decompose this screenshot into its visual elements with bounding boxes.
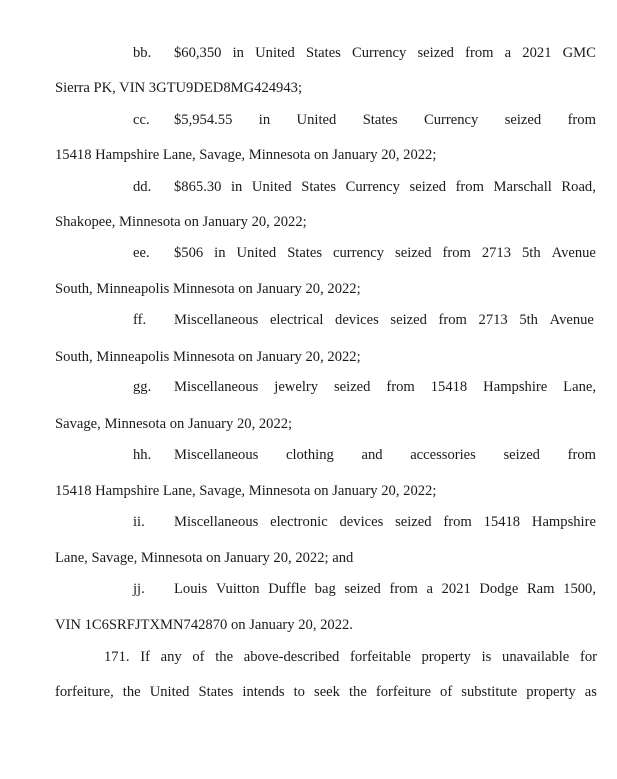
- item-text: [174, 242, 596, 264]
- item-word: seized: [409, 179, 446, 195]
- item-marker: dd.: [133, 179, 152, 195]
- item-word: seized: [417, 45, 454, 61]
- item-word: Miscellaneous: [174, 379, 259, 395]
- item-word: seized: [395, 514, 432, 530]
- paragraph-word: any: [160, 649, 182, 665]
- list-item: [133, 444, 596, 466]
- item-word: United: [296, 112, 337, 128]
- paragraph-word: substitute: [461, 684, 518, 700]
- item-continuation: Shakopee, Minnesota on January 20, 2022;: [55, 214, 307, 230]
- paragraph-word: property: [526, 684, 576, 700]
- item-word: from: [455, 179, 484, 195]
- item-word: 15418: [483, 514, 521, 530]
- item-word: United: [251, 179, 292, 195]
- item-word: 1500,: [563, 581, 596, 597]
- paragraph-word: above-described: [243, 649, 340, 665]
- list-item: [133, 309, 594, 331]
- item-word: seized: [504, 112, 542, 128]
- item-word: from: [465, 45, 494, 61]
- item-word: electronic: [270, 514, 328, 530]
- item-word: 5th: [519, 312, 538, 328]
- paragraph-word: of: [192, 649, 205, 665]
- item-word: devices: [335, 312, 379, 328]
- item-word: in: [231, 179, 243, 195]
- item-word: from: [386, 379, 415, 395]
- item-word: Lane,: [563, 379, 596, 395]
- item-word: electrical: [269, 312, 324, 328]
- item-word: in: [258, 112, 271, 128]
- item-word: States: [287, 245, 323, 261]
- list-item: [133, 176, 596, 198]
- item-word: in: [214, 245, 226, 261]
- item-word: seized: [333, 379, 371, 395]
- item-word: from: [567, 112, 596, 128]
- paragraph-word: as: [584, 684, 597, 700]
- list-item: [133, 511, 596, 533]
- item-word: States: [362, 112, 398, 128]
- item-word: 2713: [478, 312, 508, 328]
- item-continuation: Lane, Savage, Minnesota on January 20, 2022; and: [55, 550, 354, 566]
- item-word: jewelry: [274, 379, 319, 395]
- paragraph-word: the: [215, 649, 234, 665]
- item-marker: ii.: [133, 514, 145, 530]
- item-text: [174, 511, 596, 533]
- item-word: Dodge: [479, 581, 519, 597]
- item-word: Currency: [345, 179, 400, 195]
- item-word: Ram: [526, 581, 555, 597]
- item-word: Currency: [423, 112, 479, 128]
- item-word: States: [301, 179, 337, 195]
- paragraph-word: forfeiture,: [55, 684, 114, 700]
- paragraph-word: unavailable: [502, 649, 570, 665]
- list-item: [133, 242, 596, 264]
- list-item: [133, 109, 596, 131]
- item-word: 15418: [430, 379, 468, 395]
- item-word: from: [443, 514, 472, 530]
- item-marker: cc.: [133, 112, 150, 128]
- item-word: Hampshire: [531, 514, 596, 530]
- item-word: bag: [314, 581, 336, 597]
- item-continuation: VIN 1C6SRFJTXMN742870 on January 20, 2022.: [55, 617, 353, 633]
- paragraph-word: States: [198, 684, 234, 700]
- paragraph-word: seek: [314, 684, 340, 700]
- item-text: [174, 176, 596, 198]
- paragraph-word: the: [349, 684, 367, 700]
- item-word: Marschall: [493, 179, 552, 195]
- item-word: Road,: [561, 179, 596, 195]
- paragraph-word: the: [122, 684, 141, 700]
- item-continuation: Sierra PK, VIN 3GTU9DED8MG424943;: [55, 80, 302, 96]
- paragraph-word: of: [440, 684, 453, 700]
- item-continuation: South, Minneapolis Minnesota on January 20, 2022;: [55, 281, 361, 297]
- item-continuation: 15418 Hampshire Lane, Savage, Minnesota on January 20, 2022;: [55, 483, 437, 499]
- item-word: GMC: [562, 45, 596, 61]
- item-word: $5,954.55: [174, 112, 233, 128]
- item-word: $865.30: [174, 179, 222, 195]
- item-word: seized: [390, 312, 427, 328]
- item-word: Avenue: [549, 312, 594, 328]
- item-word: seized: [344, 581, 381, 597]
- item-word: States: [306, 45, 341, 61]
- paragraph-word: forfeiture: [375, 684, 431, 700]
- list-item: [133, 42, 596, 64]
- item-continuation: 15418 Hampshire Lane, Savage, Minnesota on January 20, 2022;: [55, 147, 437, 163]
- item-word: Currency: [352, 45, 407, 61]
- paragraph-word: for: [579, 649, 597, 665]
- item-continuation: Savage, Minnesota on January 20, 2022;: [55, 416, 293, 432]
- item-word: 2713: [481, 245, 512, 261]
- item-marker: jj.: [133, 581, 145, 597]
- paragraph-word: forfeitable: [350, 649, 411, 665]
- item-marker: ff.: [133, 312, 147, 328]
- paragraph-line: [55, 681, 597, 703]
- item-word: Louis: [174, 581, 208, 597]
- paragraph-word: property: [421, 649, 471, 665]
- item-text: [174, 309, 594, 331]
- item-word: devices: [339, 514, 384, 530]
- item-marker: ee.: [133, 245, 150, 261]
- item-word: Duffle: [268, 581, 307, 597]
- item-word: Avenue: [551, 245, 596, 261]
- item-marker: gg.: [133, 379, 152, 395]
- item-marker: hh.: [133, 447, 152, 463]
- item-text: [174, 578, 596, 600]
- item-word: 5th: [521, 245, 541, 261]
- item-word: Miscellaneous: [174, 312, 259, 328]
- paragraph-line: [104, 646, 597, 668]
- item-word: United: [255, 45, 295, 61]
- item-text: [174, 109, 596, 131]
- item-word: clothing: [285, 447, 334, 463]
- item-text: [174, 376, 596, 398]
- item-word: currency: [333, 245, 385, 261]
- item-word: Miscellaneous: [174, 447, 259, 463]
- item-word: $506: [174, 245, 204, 261]
- item-word: from: [567, 447, 596, 463]
- item-text: [174, 42, 596, 64]
- paragraph-word: If: [140, 649, 150, 665]
- item-marker: bb.: [133, 45, 152, 61]
- item-word: 2021: [522, 45, 552, 61]
- paragraph-word: to: [293, 684, 305, 700]
- item-word: Vuitton: [215, 581, 260, 597]
- item-word: in: [232, 45, 244, 61]
- item-word: seized: [503, 447, 540, 463]
- item-continuation: South, Minneapolis Minnesota on January 20, 2022;: [55, 349, 361, 365]
- list-item: [133, 376, 596, 398]
- paragraph-word: 171.: [104, 649, 130, 665]
- item-word: $60,350: [174, 45, 222, 61]
- item-word: Hampshire: [483, 379, 548, 395]
- item-word: a: [504, 45, 512, 61]
- item-word: Miscellaneous: [174, 514, 259, 530]
- item-word: a: [426, 581, 433, 597]
- paragraph-word: is: [481, 649, 492, 665]
- item-word: accessories: [410, 447, 476, 463]
- item-word: from: [442, 245, 471, 261]
- item-word: 2021: [441, 581, 471, 597]
- item-text: [174, 444, 596, 466]
- item-word: and: [361, 447, 383, 463]
- item-word: seized: [395, 245, 432, 261]
- list-item: [133, 578, 596, 600]
- paragraph-word: United: [149, 684, 190, 700]
- paragraph-word: intends: [242, 684, 285, 700]
- item-word: United: [236, 245, 277, 261]
- item-word: from: [438, 312, 467, 328]
- item-word: from: [389, 581, 418, 597]
